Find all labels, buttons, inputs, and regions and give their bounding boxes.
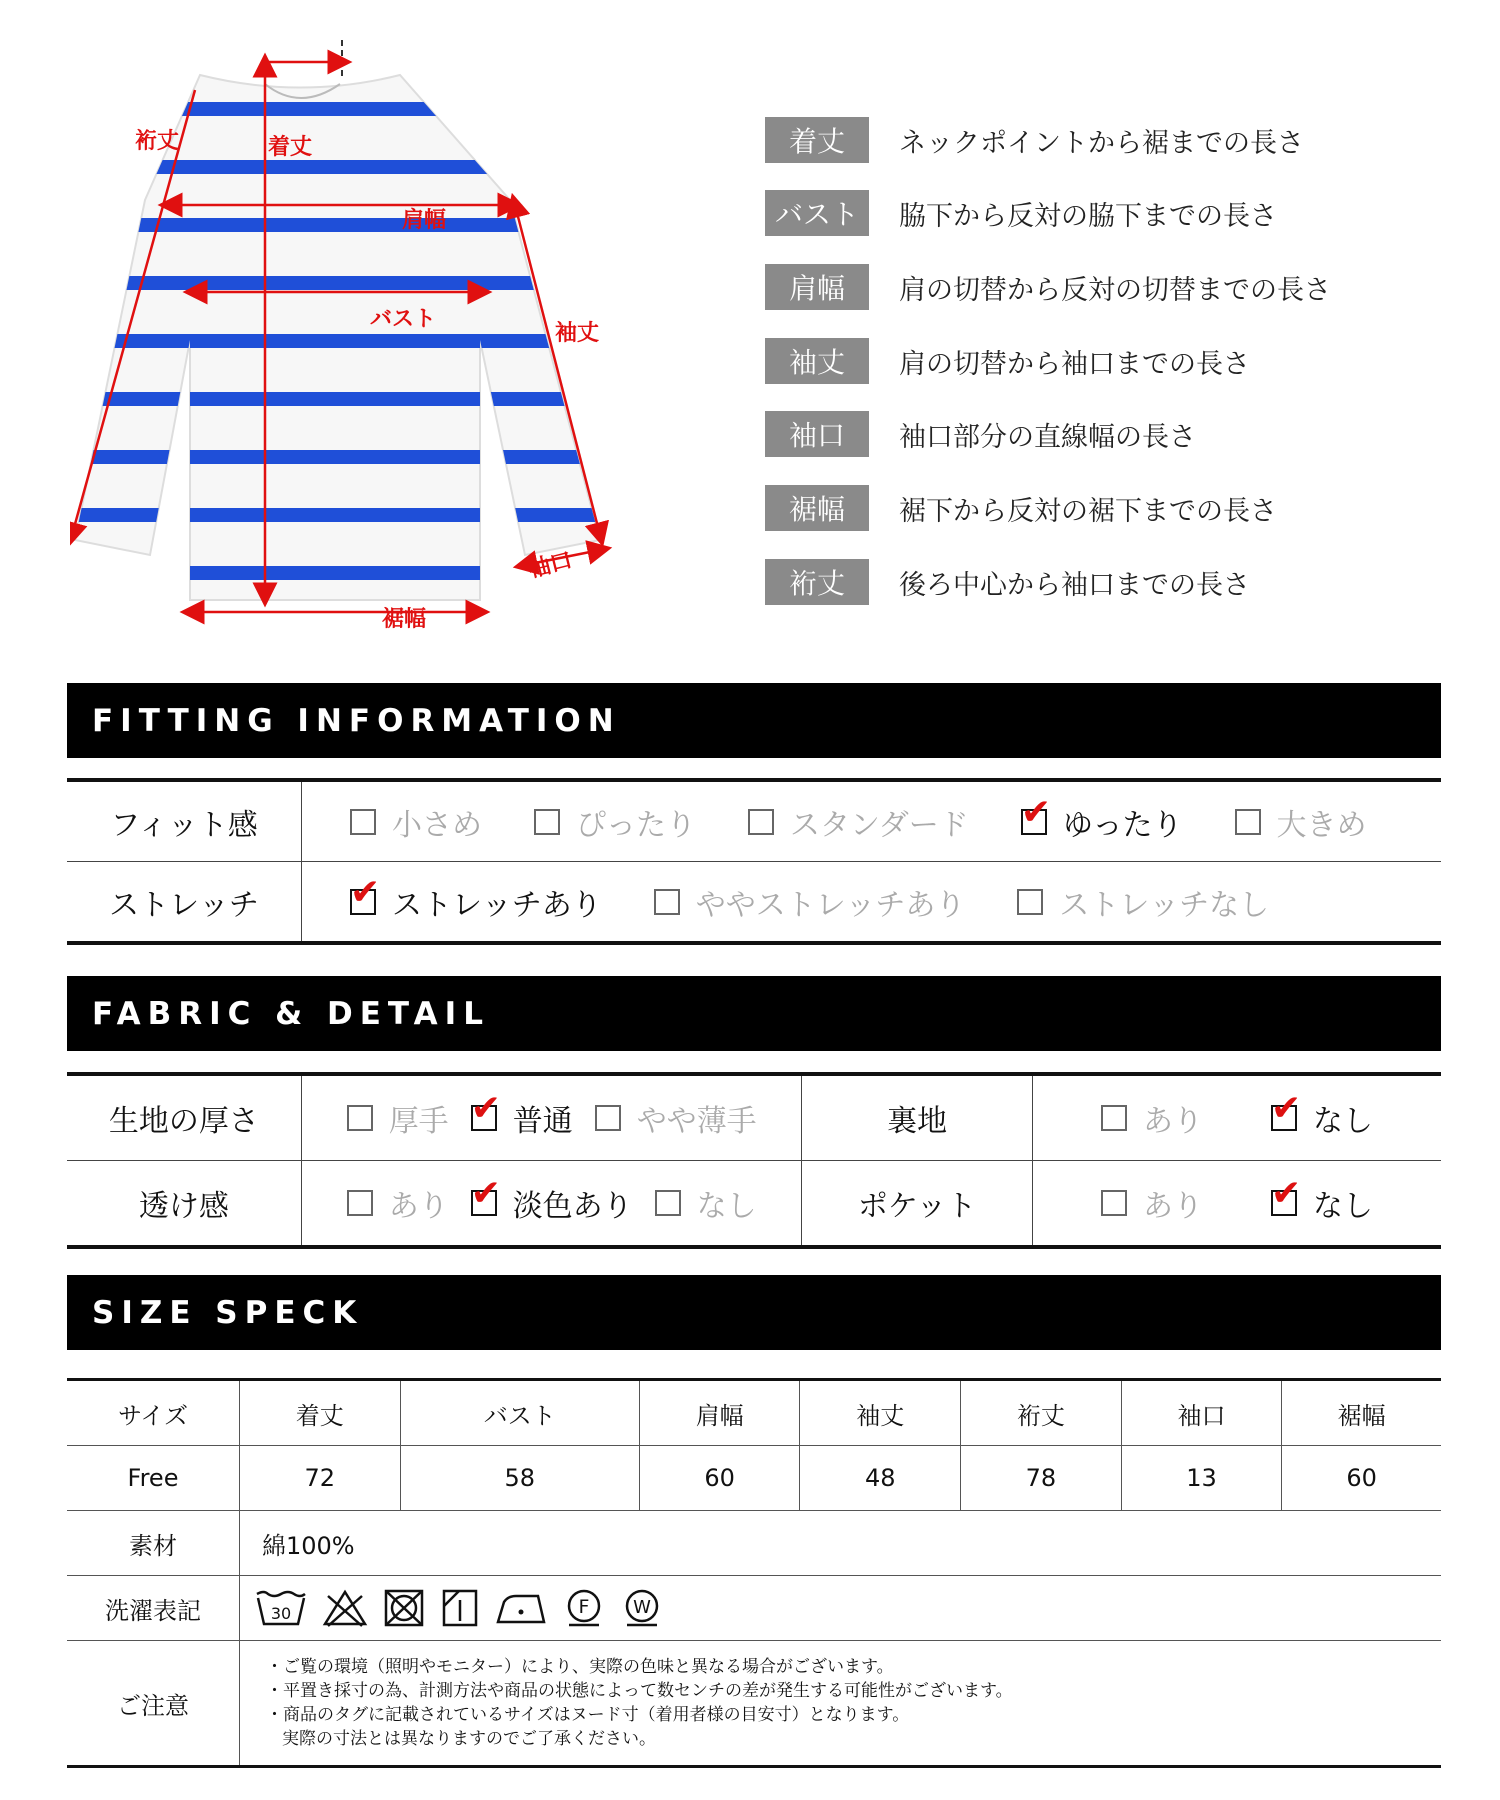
garment-measurement-diagram xyxy=(70,40,630,640)
size-cell: 58 xyxy=(400,1446,639,1511)
wet-clean-w-icon xyxy=(620,1588,664,1628)
option-label: 大きめ xyxy=(1276,807,1367,843)
checked-checkbox-icon xyxy=(470,1088,501,1131)
checkbox-icon xyxy=(1017,889,1043,915)
option-label: ゆったり xyxy=(1062,807,1183,843)
guide-term: 袖丈 xyxy=(765,338,869,384)
option-label: あり xyxy=(388,1189,449,1224)
size-value-row xyxy=(67,1446,1441,1511)
label-susohaba: 裾幅 xyxy=(382,607,427,632)
size-cell: 48 xyxy=(800,1446,961,1511)
option-ookime xyxy=(1235,800,1367,844)
size-header: 着丈 xyxy=(240,1380,401,1446)
guide-desc: ネックポイントから裾までの長さ xyxy=(899,127,1304,159)
option-label: なし xyxy=(1313,1104,1373,1139)
size-header: 袖口 xyxy=(1121,1380,1282,1446)
option-sheer-light xyxy=(470,1173,633,1225)
option-thin xyxy=(595,1096,757,1140)
low-iron-icon xyxy=(494,1588,548,1628)
option-label: なし xyxy=(696,1189,757,1224)
size-header: 裄丈 xyxy=(961,1380,1122,1446)
material-label: 素材 xyxy=(67,1511,240,1576)
care-icons xyxy=(240,1576,1442,1641)
guide-row xyxy=(765,338,1250,384)
size-cell: 60 xyxy=(1282,1446,1441,1511)
note-line: ・ご覧の環境（照明やモニター）により、実際の色味と異なる場合がございます。 xyxy=(266,1657,894,1677)
label-sodeguchi: 袖口 xyxy=(526,547,575,583)
label-sodetake: 袖丈 xyxy=(555,321,600,346)
thickness-options xyxy=(302,1076,803,1160)
care-label: 洗濯表記 xyxy=(67,1576,240,1641)
option-label: 淡色あり xyxy=(512,1189,633,1224)
fabric-row xyxy=(67,1160,1441,1245)
checkbox-icon xyxy=(595,1105,621,1131)
option-normal xyxy=(470,1088,573,1140)
material-value: 綿100% xyxy=(240,1511,1442,1576)
label-kitake: 着丈 xyxy=(268,135,313,160)
guide-term: 裾幅 xyxy=(765,485,869,531)
guide-term: 着丈 xyxy=(765,117,869,163)
checkmark-icon: ✔ xyxy=(470,1088,501,1129)
checkmark-icon: ✔ xyxy=(470,1173,501,1214)
label-bust: バスト xyxy=(370,307,437,332)
fitting-label: ストレッチ xyxy=(67,862,302,941)
guide-term: 裄丈 xyxy=(765,559,869,605)
lining-options xyxy=(1033,1088,1441,1140)
fabric-label: 透け感 xyxy=(67,1161,302,1245)
sheer-options xyxy=(302,1161,803,1245)
option-sheer-no xyxy=(655,1181,757,1225)
fit-options xyxy=(302,791,1419,844)
fabric-row xyxy=(67,1076,1441,1160)
guide-row xyxy=(765,411,1196,457)
size-cell: 13 xyxy=(1121,1446,1282,1511)
option-lining-yes xyxy=(1101,1096,1203,1140)
guide-row xyxy=(765,117,1304,163)
size-header-row xyxy=(67,1380,1441,1446)
option-label: あり xyxy=(1143,1104,1203,1139)
checkbox-icon xyxy=(347,1190,373,1216)
option-label: ややストレッチあり xyxy=(695,887,966,923)
option-label: 普通 xyxy=(512,1104,573,1139)
line-dry-shade-icon xyxy=(440,1588,480,1628)
option-yuttari xyxy=(1020,791,1183,844)
option-label: スタンダード xyxy=(790,807,969,843)
section-header-size: SIZE SPECK xyxy=(67,1275,1441,1350)
section-header-fabric: FABRIC & DETAIL xyxy=(67,976,1441,1051)
option-label: 厚手 xyxy=(388,1104,449,1139)
label-yukitake: 裄丈 xyxy=(135,129,180,154)
size-cell: 72 xyxy=(240,1446,401,1511)
checkbox-icon xyxy=(1101,1105,1127,1131)
checked-checkbox-icon xyxy=(350,871,381,915)
fabric-label: 生地の厚さ xyxy=(67,1076,302,1160)
size-cell: 78 xyxy=(961,1446,1122,1511)
option-stretch-yes xyxy=(350,871,602,924)
guide-desc: 袖口部分の直線幅の長さ xyxy=(899,421,1196,453)
size-header: 肩幅 xyxy=(639,1380,800,1446)
wet-clean-letter: W xyxy=(633,1597,651,1618)
size-header: サイズ xyxy=(67,1380,240,1446)
size-header: 裾幅 xyxy=(1282,1380,1441,1446)
checked-checkbox-icon xyxy=(1271,1173,1302,1216)
option-label: ストレッチなし xyxy=(1059,887,1270,923)
notes-row xyxy=(67,1641,1441,1767)
option-pittari xyxy=(534,800,696,844)
option-chiisame xyxy=(350,800,482,844)
checkbox-icon xyxy=(534,809,560,835)
option-label: やや薄手 xyxy=(636,1104,757,1139)
guide-row xyxy=(765,485,1277,531)
checkbox-icon xyxy=(1101,1190,1127,1216)
note-line: ・平置き採寸の為、計測方法や商品の状態によって数センチの差が発生する可能性がございます。 xyxy=(266,1681,1013,1701)
checkbox-icon xyxy=(748,809,774,835)
size-cell: Free xyxy=(67,1446,240,1511)
checkmark-icon: ✔ xyxy=(1271,1088,1302,1129)
checked-checkbox-icon xyxy=(1020,791,1051,835)
guide-desc: 裾下から反対の裾下までの長さ xyxy=(899,495,1277,527)
guide-desc: 肩の切替から袖口までの長さ xyxy=(899,348,1250,380)
guide-term: 肩幅 xyxy=(765,264,869,310)
guide-row xyxy=(765,264,1331,310)
fabric-table xyxy=(67,1072,1441,1249)
notes-text xyxy=(240,1641,1442,1767)
material-row xyxy=(67,1511,1441,1576)
stretch-options xyxy=(302,871,1321,924)
care-row xyxy=(67,1576,1441,1641)
section-header-fitting: FITTING INFORMATION xyxy=(67,683,1441,758)
checkmark-icon: ✔ xyxy=(1020,791,1051,833)
notes-label: ご注意 xyxy=(67,1641,240,1767)
option-label: ストレッチあり xyxy=(392,887,602,923)
checkbox-icon xyxy=(347,1105,373,1131)
wash-temperature: 30 xyxy=(270,1604,292,1623)
no-tumble-dry-icon xyxy=(382,1588,426,1628)
fitting-row-fit xyxy=(67,782,1441,861)
guide-desc: 後ろ中心から袖口までの長さ xyxy=(899,569,1250,601)
option-pocket-yes xyxy=(1101,1181,1203,1225)
checkmark-icon: ✔ xyxy=(350,871,381,913)
dry-clean-f-icon xyxy=(562,1588,606,1628)
option-stretch-slight xyxy=(654,880,966,924)
checked-checkbox-icon xyxy=(1271,1088,1302,1131)
checkmark-icon: ✔ xyxy=(1271,1173,1302,1214)
option-lining-no xyxy=(1271,1088,1373,1140)
size-header: バスト xyxy=(400,1380,639,1446)
option-label: あり xyxy=(1143,1189,1203,1224)
label-katahaba: 肩幅 xyxy=(402,208,447,233)
size-cell: 60 xyxy=(639,1446,800,1511)
option-sheer-yes xyxy=(347,1181,449,1225)
no-bleach-icon xyxy=(322,1588,368,1628)
fitting-table xyxy=(67,778,1441,945)
guide-term: 袖口 xyxy=(765,411,869,457)
size-header: 袖丈 xyxy=(800,1380,961,1446)
option-label: ぴったり xyxy=(576,807,696,843)
guide-term: バスト xyxy=(765,190,869,236)
guide-desc: 脇下から反対の脇下までの長さ xyxy=(899,200,1277,232)
size-table xyxy=(67,1378,1441,1768)
dry-clean-letter: F xyxy=(578,1596,590,1618)
checkbox-icon xyxy=(654,889,680,915)
option-stretch-none xyxy=(1017,880,1269,924)
option-standard xyxy=(748,800,969,844)
option-pocket-no xyxy=(1271,1173,1373,1225)
guide-desc: 肩の切替から反対の切替までの長さ xyxy=(899,274,1331,306)
option-thick xyxy=(347,1096,449,1140)
guide-row xyxy=(765,559,1250,605)
pocket-options xyxy=(1033,1173,1441,1225)
checkbox-icon xyxy=(350,809,376,835)
checkbox-icon xyxy=(655,1190,681,1216)
note-line: 実際の寸法とは異なりますのでご了承ください。 xyxy=(282,1729,656,1749)
fitting-label: フィット感 xyxy=(67,782,302,861)
checkbox-icon xyxy=(1235,809,1261,835)
fabric-label: ポケット xyxy=(802,1161,1033,1245)
fitting-row-stretch xyxy=(67,861,1441,941)
wash-30-icon xyxy=(254,1588,308,1628)
option-label: 小さめ xyxy=(392,807,482,843)
guide-row xyxy=(765,190,1277,236)
note-line: ・商品のタグに記載されているサイズはヌード寸（着用者様の目安寸）となります。 xyxy=(266,1705,910,1725)
fabric-label: 裏地 xyxy=(802,1076,1033,1160)
option-label: なし xyxy=(1313,1189,1373,1224)
checked-checkbox-icon xyxy=(470,1173,501,1216)
